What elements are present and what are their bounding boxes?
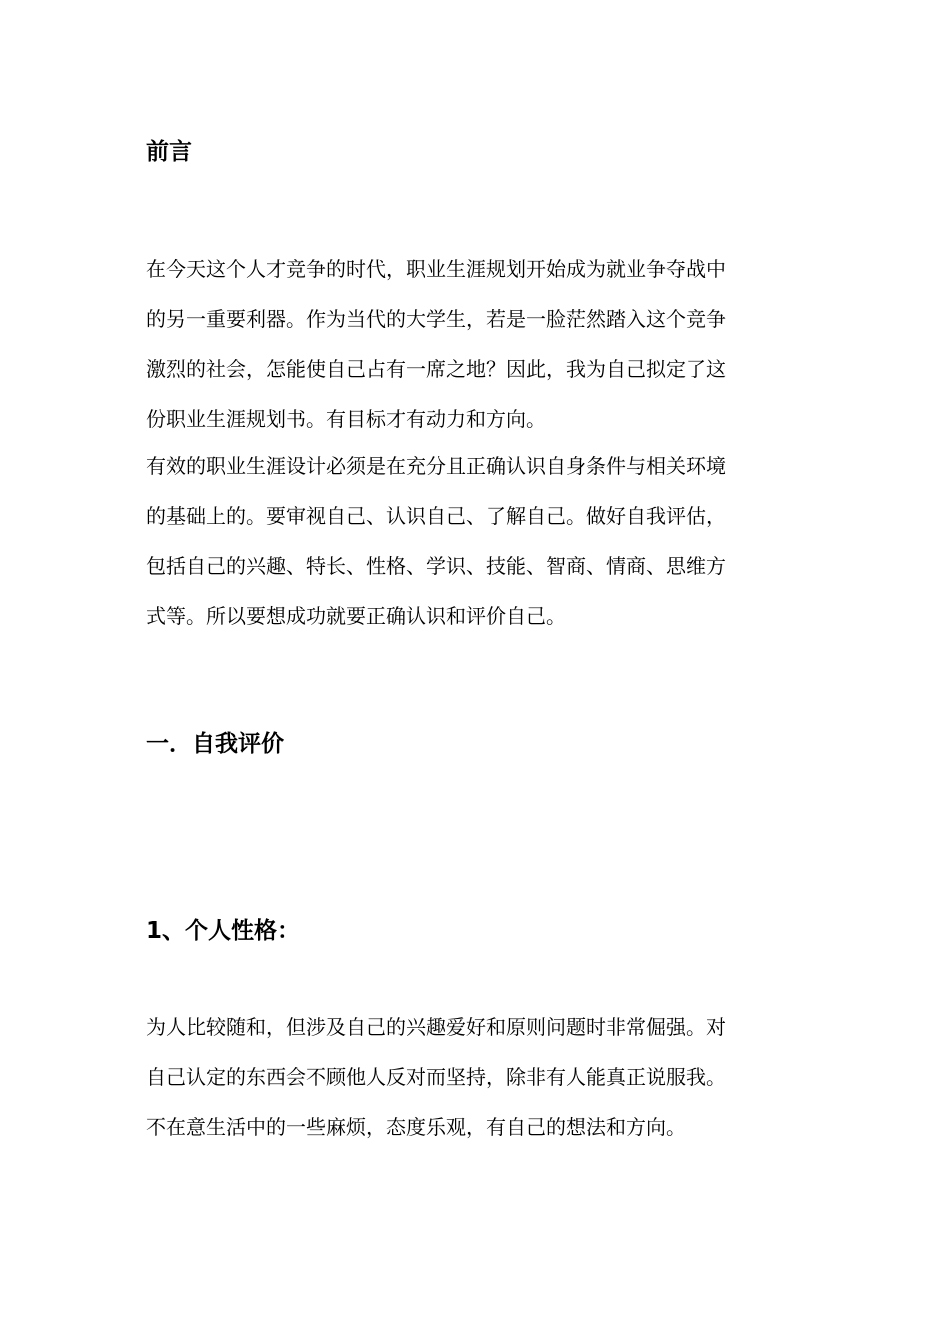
preface-paragraph-1 (146, 244, 806, 444)
text-line: 为人比较随和，但涉及自己的兴趣爱好和原则问题时非常倔强。对 (146, 1015, 726, 1039)
text-line: 份职业生涯规划书。有目标才有动力和方向。 (146, 407, 546, 431)
preface-heading: 前言 (146, 139, 192, 165)
text-line: 的另一重要利器。作为当代的大学生，若是一脸茫然踏入这个竞争 (146, 307, 726, 331)
section-heading-self-evaluation: 一．自我评价 (146, 731, 284, 757)
text-line: 的基础上的。要审视自己、认识自己、了解自己。做好自我评估， (146, 504, 726, 528)
subsection-heading-personality: 1、个人性格： (146, 918, 301, 944)
personality-paragraph (146, 1002, 806, 1152)
text-line: 自己认定的东西会不顾他人反对而坚持，除非有人能真正说服我。 (146, 1065, 726, 1089)
text-line: 式等。所以要想成功就要正确认识和评价自己。 (146, 604, 566, 628)
text-line: 在今天这个人才竞争的时代，职业生涯规划开始成为就业争夺战中 (146, 257, 726, 281)
text-line: 有效的职业生涯设计必须是在充分且正确认识自身条件与相关环境 (146, 454, 726, 478)
text-line: 不在意生活中的一些麻烦，态度乐观，有自己的想法和方向。 (146, 1115, 686, 1139)
preface-paragraph-2 (146, 441, 806, 641)
text-line: 包括自己的兴趣、特长、性格、学识、技能、智商、情商、思维方 (146, 554, 726, 578)
text-line: 激烈的社会，怎能使自己占有一席之地？因此，我为自己拟定了这 (146, 357, 726, 381)
